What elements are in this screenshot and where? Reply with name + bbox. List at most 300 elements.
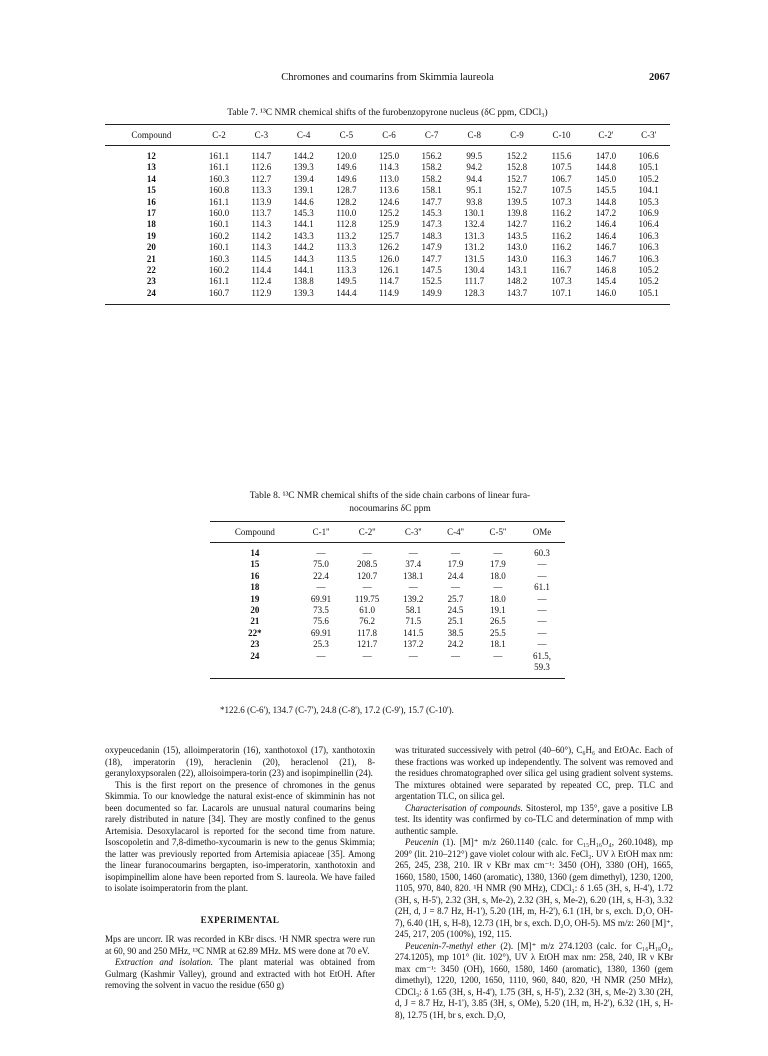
shift-cell: 144.8 <box>595 162 617 173</box>
shift-cell: 139.8 <box>506 208 528 219</box>
shift-cell: 139.1 <box>293 185 314 196</box>
shift-cell: 130.1 <box>464 208 485 219</box>
shift-cell: 113.3 <box>251 185 272 196</box>
table7-column-header: C-7 <box>410 125 453 146</box>
shift-cell: 139.3 <box>293 162 314 173</box>
shift-cell: 152.8 <box>506 162 528 173</box>
shift-cell: 25.5 <box>490 627 506 638</box>
shift-cell: 69.91 <box>310 627 332 638</box>
shift-cell: 131.2 <box>464 242 485 253</box>
shift-cell: 161.1 <box>208 196 230 207</box>
shift-cell: — <box>537 639 547 650</box>
compound-cell: 17 <box>146 208 156 219</box>
shift-cell: — <box>316 548 326 558</box>
shift-cell: 116.3 <box>551 253 572 264</box>
shift-cell: 137.2 <box>403 639 424 650</box>
shift-cell: 24.5 <box>447 605 464 616</box>
page-header <box>105 72 670 90</box>
table8-column-header: OMe <box>519 522 565 543</box>
shift-cell: 25.7 <box>447 593 464 604</box>
shift-cell: 105.3 <box>638 196 659 207</box>
shift-cell <box>300 662 342 679</box>
shift-cell: 105.2 <box>638 265 659 276</box>
shift-cell: — <box>362 548 372 558</box>
table8-caption-line2: nocoumarins δC ppm <box>349 504 431 514</box>
shift-cell: 112.8 <box>336 219 357 230</box>
table7-body <box>105 146 670 305</box>
shift-cell: 146.4 <box>595 219 617 230</box>
shift-cell: 106.3 <box>638 242 659 253</box>
table-row <box>105 265 670 276</box>
shift-cell: 131.3 <box>464 230 485 241</box>
compound-cell: 22* <box>248 627 262 638</box>
paragraph: was triturated successively with petrol (40–60°), C₆H₆ and EtOAc. Each of these fractions was worked up independently. The solvent was removed and the residues chromatographed over silica gel using gradient solvent systems. The mixtures obtained were separated by repeated CC, prep. TLC and argentation TLC, on silica gel. <box>395 745 673 801</box>
shift-cell: 110.0 <box>336 208 357 219</box>
shift-cell: 113.2 <box>336 230 357 241</box>
table7-column-header: C-10 <box>538 125 584 146</box>
shift-cell: 160.2 <box>208 230 230 241</box>
compound-cell: 20 <box>146 242 156 253</box>
shift-cell: — <box>493 582 503 593</box>
shift-cell: 113.3 <box>336 242 357 253</box>
shift-cell: 139.2 <box>403 593 424 604</box>
shift-cell: 18.0 <box>490 593 506 604</box>
paragraph: oxypeucedanin (15), alloimperatorin (16), xanthotoxol (17), xanthotoxin (18), imperatorin (19), heraclenin (20), heraclenol (21), 8-geranyloxypsoralen (22), alloisoimpera-torin (23) and isopimpinellin (24). <box>105 745 375 778</box>
running-title: Chromones and coumarins from Skimmia laureola <box>281 72 494 83</box>
paragraph: Mps are uncorr. IR was recorded in KBr discs. ¹H NMR spectra were run at 60, 90 and 250 MHz, ¹³C NMR at 62.89 MHz. MS were done at 70 eV. <box>105 934 375 956</box>
shift-cell: 147.7 <box>421 253 442 264</box>
shift-cell: 160.1 <box>208 219 230 230</box>
table8-column-header: C-1'' <box>300 522 342 543</box>
shift-cell: 149.5 <box>336 276 357 287</box>
table7-column-header: C-4 <box>282 125 325 146</box>
paragraph-text: The plant material was obtained from Gulmarg (Kashmir Valley), ground and extracted with hot EtOH. After removing the solvent in vacuo the residue (650 g) <box>105 957 375 990</box>
shift-cell: 105.1 <box>638 162 659 173</box>
table7-column-header: C-3 <box>240 125 282 146</box>
shift-cell: 144.4 <box>325 288 368 305</box>
shift-cell: 145.3 <box>421 208 442 219</box>
shift-cell: 147.9 <box>421 242 442 253</box>
shift-cell: 107.3 <box>551 276 572 287</box>
shift-cell: 146.7 <box>595 253 617 264</box>
shift-cell: 17.9 <box>447 559 464 570</box>
shift-cell: 125.0 <box>378 151 400 161</box>
shift-cell: 160.1 <box>208 242 230 253</box>
table-row <box>210 559 565 570</box>
shift-cell: 94.2 <box>466 162 483 173</box>
shift-cell: 144.2 <box>293 242 314 253</box>
table-row <box>210 605 565 616</box>
shift-cell: 158.2 <box>421 162 442 173</box>
table-row <box>210 639 565 650</box>
shift-cell: 160.8 <box>208 185 230 196</box>
shift-cell: 143.7 <box>496 288 539 305</box>
shift-cell: 114.7 <box>251 151 272 161</box>
shift-cell: 125.2 <box>378 208 400 219</box>
shift-cell: 125.7 <box>378 230 400 241</box>
table-row <box>105 231 670 242</box>
shift-cell: 121.7 <box>356 639 378 650</box>
shift-cell: 126.1 <box>378 265 400 276</box>
table-row <box>210 543 565 560</box>
shift-cell: 145.4 <box>595 276 617 287</box>
shift-cell: 148.2 <box>506 276 528 287</box>
shift-cell: 160.7 <box>198 288 241 305</box>
shift-cell: 144.8 <box>595 196 617 207</box>
shift-cell: 114.3 <box>379 162 399 173</box>
table8-column-header: C-2'' <box>342 522 392 543</box>
shift-cell: 25.3 <box>313 639 329 650</box>
compound-cell: 15 <box>146 185 156 196</box>
shift-cell: 128.3 <box>453 288 496 305</box>
shift-cell <box>342 662 392 679</box>
table-row <box>105 185 670 196</box>
shift-cell: 115.6 <box>551 151 572 161</box>
shift-cell: 143.0 <box>506 253 528 264</box>
shift-cell: 131.5 <box>464 253 485 264</box>
left-column <box>105 745 375 992</box>
table7-header-row <box>105 125 670 146</box>
table7-column-header: C-5 <box>325 125 368 146</box>
compound-cell: 12 <box>146 151 156 161</box>
shift-cell: 152.7 <box>506 185 528 196</box>
table8-footnote: *122.6 (C-6'), 134.7 (C-7'), 24.8 (C-8'), 17.2 (C-9'), 15.7 (C-10'). <box>220 705 454 715</box>
shift-cell: 124.6 <box>378 196 400 207</box>
table-row <box>105 254 670 265</box>
shift-cell: 116.2 <box>551 230 572 241</box>
compound-cell: 19 <box>146 230 156 241</box>
shift-cell: 105.1 <box>627 288 670 305</box>
shift-cell: 107.3 <box>551 196 572 207</box>
shift-cell: 25.1 <box>447 616 464 627</box>
shift-cell: — <box>451 650 461 661</box>
compound-cell: 19 <box>250 593 260 604</box>
compound-cell: 21 <box>250 616 260 627</box>
table-row <box>105 197 670 208</box>
table-row <box>210 628 565 639</box>
shift-cell: — <box>408 582 418 593</box>
compound-cell: 24 <box>250 650 260 661</box>
shift-cell: 149.9 <box>410 288 453 305</box>
page-number: 2067 <box>649 72 670 83</box>
paragraph <box>395 803 673 838</box>
shift-cell: 26.5 <box>490 616 506 627</box>
table8 <box>210 521 565 679</box>
shift-cell: 58.1 <box>405 605 422 616</box>
shift-cell: 146.4 <box>595 230 617 241</box>
shift-cell: 128.2 <box>336 196 357 207</box>
shift-cell: — <box>451 582 461 593</box>
shift-cell: 113.0 <box>379 173 399 184</box>
shift-cell: 152.2 <box>506 151 528 161</box>
shift-cell: 144.1 <box>293 219 314 230</box>
paragraph-text: (2). [M]⁺ m/z 274.1203 (calc. for C₁₆H₁₈O₄, 274.1205), mp 101° (lit. 102°), UV λ EtOH max nm: 258, 240, IR ν KBr max cm⁻¹: 3450 (OH), 1660, 1580, 1460 (aromatic), 1380, 1360 (gem dimethyl), 1220, 1200, 1650, 1110, 960, 840, 820, ¹H NMR (250 MHz), CDCl₃: δ 1.65 (3H, s, H-4'), 1.75 (3H, s, H-5'), 2.32 (3H, s, Me-2) 3.30 (2H, d, J = 8.7 Hz, H-1'), 3.85 (3H, s, OMe), 5.20 (1H, m, H-2'), 6.32 (1H, s, H-8), 12.75 (1H, br s, exch. D₂O, <box>395 940 673 1020</box>
table-row <box>210 662 565 679</box>
paragraph <box>395 941 673 1022</box>
shift-cell: — <box>537 627 547 638</box>
shift-cell: 116.7 <box>551 265 572 276</box>
table-row <box>105 288 670 305</box>
table8-header-row <box>210 522 565 543</box>
table7-column-header: C-9 <box>496 125 539 146</box>
shift-cell <box>434 662 476 679</box>
compound-cell: 18 <box>250 582 260 593</box>
compound-cell: 14 <box>250 548 260 558</box>
shift-cell: — <box>408 650 418 661</box>
compound-cell <box>210 662 300 679</box>
shift-cell: 114.2 <box>251 230 272 241</box>
shift-cell: 149.6 <box>336 173 357 184</box>
shift-cell: — <box>362 650 372 661</box>
table-row <box>105 162 670 173</box>
shift-cell: 160.2 <box>208 265 230 276</box>
shift-cell: 119.75 <box>354 593 380 604</box>
table-row <box>105 242 670 253</box>
shift-cell: 19.1 <box>490 605 506 616</box>
right-column <box>395 745 673 1021</box>
shift-cell: 113.7 <box>251 208 272 219</box>
paragraph-text: (1). [M]⁺ m/z 260.1140 (calc. for C₁₅H₁₆O₄, 260.1048), mp 209° (lit. 210–212°) gave violet colour with alc. FeCl₃. UV λ EtOH max nm: 265, 245, 238, 210. IR ν KBr max cm⁻¹: 3450 (OH), 3380 (OH), 1665, 1660, 1580, 1500, 1460 (aromatic), 1380, 1360 (gem dimethyl), 1230, 1200, 1105, 970, 840, 820. ¹H NMR (90 MHz), CDCl₃: δ 1.65 (3H, s, H-4'), 1.72 (3H, s, H-5'), 2.32 (3H, s, Me-2), 2.32 (3H, s, Me-2), 6.20 (1H, s, H-3), 3.32 (2H, d, J = 8.7 Hz, H-1'), 5.20 (1H, m, H-2'), 6.1 (1H, br s, exch. D₂O, OH-7), 6.40 (1H, s, H-8), 12.73 (1H, br s, exch. D₂O, OH-5). MS m/z: 260 [M]⁺, 245, 217, 205 (100%), 192, 115. <box>395 837 673 939</box>
shift-cell: 113.9 <box>251 196 272 207</box>
shift-cell: 22.4 <box>313 570 329 581</box>
shift-cell: 142.7 <box>506 219 528 230</box>
shift-cell: — <box>537 593 547 604</box>
table8-body <box>210 543 565 679</box>
shift-cell: 143.0 <box>506 242 528 253</box>
shift-cell: 139.5 <box>506 196 528 207</box>
shift-cell: 145.0 <box>595 173 617 184</box>
shift-cell: — <box>537 559 547 570</box>
shift-cell: 71.5 <box>405 616 422 627</box>
shift-cell: 144.3 <box>293 253 314 264</box>
table8-caption-line1: Table 8. ¹³C NMR chemical shifts of the side chain carbons of linear fura- <box>249 491 531 501</box>
table-row <box>210 616 565 627</box>
shift-cell: 158.1 <box>421 185 442 196</box>
table7-column-header: C-2' <box>585 125 628 146</box>
shift-cell: 114.9 <box>368 288 411 305</box>
shift-cell: — <box>316 582 326 593</box>
shift-cell: 144.2 <box>293 151 314 161</box>
shift-cell: 132.4 <box>464 219 485 230</box>
table8-column-header: C-5'' <box>477 522 519 543</box>
table8-column-header: Compound <box>210 522 300 543</box>
shift-cell: 106.6 <box>638 151 659 161</box>
table7-column-header: C-3' <box>627 125 670 146</box>
shift-cell: 152.7 <box>506 173 528 184</box>
shift-cell: 161.1 <box>208 151 230 161</box>
shift-cell: 144.1 <box>293 265 314 276</box>
shift-cell: 146.0 <box>585 288 628 305</box>
shift-cell: 143.3 <box>293 230 314 241</box>
shift-cell: 120.0 <box>336 151 357 161</box>
table8-caption <box>205 490 575 516</box>
shift-cell: — <box>537 605 547 616</box>
table-row <box>105 219 670 230</box>
shift-cell: 160.3 <box>208 253 230 264</box>
table-row <box>210 582 565 593</box>
compound-cell: 22 <box>146 265 156 276</box>
shift-cell: 149.6 <box>336 162 357 173</box>
paragraph-lead: Peucenin-7-methyl ether <box>405 940 496 951</box>
shift-cell: 141.5 <box>403 627 424 638</box>
table8-column-header: C-4'' <box>434 522 476 543</box>
shift-cell: 148.3 <box>421 230 442 241</box>
shift-cell: 114.3 <box>251 242 272 253</box>
shift-cell: 94.4 <box>466 173 483 184</box>
shift-cell: 152.5 <box>421 276 442 287</box>
compound-cell: 14 <box>146 173 156 184</box>
shift-cell: 145.5 <box>595 185 617 196</box>
table-row <box>105 208 670 219</box>
compound-cell: 15 <box>250 559 260 570</box>
shift-cell: 112.6 <box>251 162 272 173</box>
compound-cell: 23 <box>146 276 156 287</box>
paragraph <box>105 957 375 992</box>
shift-cell: 99.5 <box>466 151 483 161</box>
shift-cell: 125.9 <box>378 219 400 230</box>
shift-cell: 106.4 <box>638 219 659 230</box>
shift-cell: 139.3 <box>282 288 325 305</box>
shift-cell: 112.9 <box>240 288 282 305</box>
shift-cell: 61.5, <box>533 650 552 661</box>
compound-cell: 16 <box>250 570 260 581</box>
compound-cell: 18 <box>146 219 156 230</box>
table7-column-header: C-6 <box>368 125 411 146</box>
shift-cell: 143.1 <box>506 265 528 276</box>
shift-cell: 143.5 <box>506 230 528 241</box>
table7-caption: Table 7. ¹³C NMR chemical shifts of the furobenzopyrone nucleus (δC ppm, CDCl₃) <box>227 108 548 118</box>
shift-cell: 111.7 <box>464 276 485 287</box>
shift-cell: 106.9 <box>638 208 659 219</box>
paragraph-lead: Characterisation of compounds. <box>405 802 523 813</box>
shift-cell: 37.4 <box>405 559 422 570</box>
shift-cell: 113.6 <box>379 185 399 196</box>
table7-column-header: Compound <box>105 125 198 146</box>
shift-cell: 18.1 <box>490 639 506 650</box>
shift-cell: 112.7 <box>251 173 272 184</box>
shift-cell: 105.2 <box>638 173 659 184</box>
shift-cell: 114.7 <box>379 276 399 287</box>
shift-cell: 147.0 <box>595 151 617 161</box>
shift-cell: 138.8 <box>293 276 314 287</box>
shift-cell: 61.1 <box>534 582 550 593</box>
table-row <box>105 276 670 287</box>
shift-cell: — <box>316 650 326 661</box>
table-row <box>210 651 565 662</box>
shift-cell: 114.4 <box>251 265 272 276</box>
compound-cell: 21 <box>146 253 156 264</box>
shift-cell: 75.6 <box>313 616 329 627</box>
shift-cell: 18.0 <box>490 570 506 581</box>
compound-cell: 24 <box>105 288 198 305</box>
shift-cell: — <box>537 570 547 581</box>
shift-cell: 147.5 <box>421 265 442 276</box>
shift-cell: 117.8 <box>357 627 378 638</box>
shift-cell: 120.7 <box>356 570 378 581</box>
shift-cell: — <box>362 582 372 593</box>
shift-cell: 130.4 <box>464 265 485 276</box>
paragraph: This is the first report on the presence of chromones in the genus Skimmia. To our knowledge the natural exist-ence of skimminin has not been documented so far. Lacarols are unusual natural coumarins being rarely distributed in nature [34]. They are mostly confined to the genus Artemisia. Desoxylacarol is reported for the second time from nature. Isoscopoletin and 7,8-dimetho-xycoumarin is new to the genus Skimmia; the latter was previously reported from Artemisia apiaceae [35]. Among the linear furanocoumarins bergapten, iso-imperatorin, xanthotoxin and isopimpinellim alone have been reported from S. laureola. We have failed to isolate isoimperatorin from the plant. <box>105 779 375 893</box>
shift-cell: 139.4 <box>293 173 314 184</box>
table-row <box>210 571 565 582</box>
section-heading: EXPERIMENTAL <box>200 914 280 925</box>
shift-cell: 161.1 <box>208 276 230 287</box>
compound-cell: 20 <box>250 605 260 616</box>
shift-cell: 112.4 <box>251 276 272 287</box>
table8-column-header: C-3'' <box>392 522 434 543</box>
shift-cell: 160.3 <box>208 173 230 184</box>
shift-cell: 147.7 <box>421 196 442 207</box>
shift-cell: 116.2 <box>551 219 572 230</box>
table7-column-header: C-8 <box>453 125 496 146</box>
shift-cell: 146.8 <box>595 265 617 276</box>
shift-cell: 69.91 <box>310 593 332 604</box>
shift-cell: 126.0 <box>378 253 400 264</box>
shift-cell: 146.7 <box>595 242 617 253</box>
shift-cell: 144.6 <box>293 196 314 207</box>
compound-cell: 13 <box>146 162 156 173</box>
shift-cell: 114.5 <box>251 253 272 264</box>
shift-cell: 106.3 <box>638 253 659 264</box>
table7 <box>105 124 670 305</box>
shift-cell: 60.3 <box>534 548 550 558</box>
paragraph-lead: Extraction and isolation. <box>115 957 213 967</box>
shift-cell: 128.7 <box>336 185 357 196</box>
shift-cell: 113.5 <box>336 253 357 264</box>
shift-cell: — <box>408 548 418 558</box>
shift-cell: 158.2 <box>421 173 442 184</box>
shift-cell: — <box>493 650 503 661</box>
table-row <box>105 146 670 163</box>
shift-cell: 147.3 <box>421 219 442 230</box>
shift-cell: 106.7 <box>551 173 572 184</box>
shift-cell: 113.3 <box>336 265 357 276</box>
shift-cell: 160.0 <box>208 208 230 219</box>
table-row <box>105 174 670 185</box>
shift-cell: 116.2 <box>551 242 572 253</box>
shift-cell: — <box>493 548 503 558</box>
shift-cell: — <box>537 616 547 627</box>
shift-cell: 38.5 <box>447 627 464 638</box>
shift-cell: 75.0 <box>313 559 329 570</box>
table7-column-header: C-2 <box>198 125 241 146</box>
paragraph-lead: Peucenin <box>405 837 439 847</box>
shift-cell: 95.1 <box>466 185 483 196</box>
shift-cell: 105.2 <box>638 276 659 287</box>
paragraph <box>395 837 673 941</box>
shift-cell: 116.2 <box>551 208 572 219</box>
shift-cell: 93.8 <box>466 196 483 207</box>
shift-cell: 61.0 <box>359 605 375 616</box>
compound-cell: 16 <box>146 196 156 207</box>
shift-cell: 24.2 <box>447 639 464 650</box>
shift-cell: 107.5 <box>551 162 572 173</box>
shift-cell: 145.3 <box>293 208 314 219</box>
paragraph-text: Sitosterol, mp 135°, gave a positive LB test. Its identity was confirmed by co-TLC and determination of mmp with authentic sample. <box>395 802 674 836</box>
shift-cell: 114.3 <box>251 219 272 230</box>
shift-cell: 24.4 <box>447 570 464 581</box>
shift-cell: 156.2 <box>421 151 442 161</box>
shift-cell: 161.1 <box>208 162 230 173</box>
compound-cell: 23 <box>250 639 260 650</box>
shift-cell: 208.5 <box>356 559 378 570</box>
shift-cell <box>477 662 519 679</box>
shift-cell: 104.1 <box>638 185 659 196</box>
shift-cell: 126.2 <box>378 242 400 253</box>
shift-cell: 138.1 <box>403 570 424 581</box>
shift-cell: 73.5 <box>313 605 329 616</box>
table-row <box>210 594 565 605</box>
